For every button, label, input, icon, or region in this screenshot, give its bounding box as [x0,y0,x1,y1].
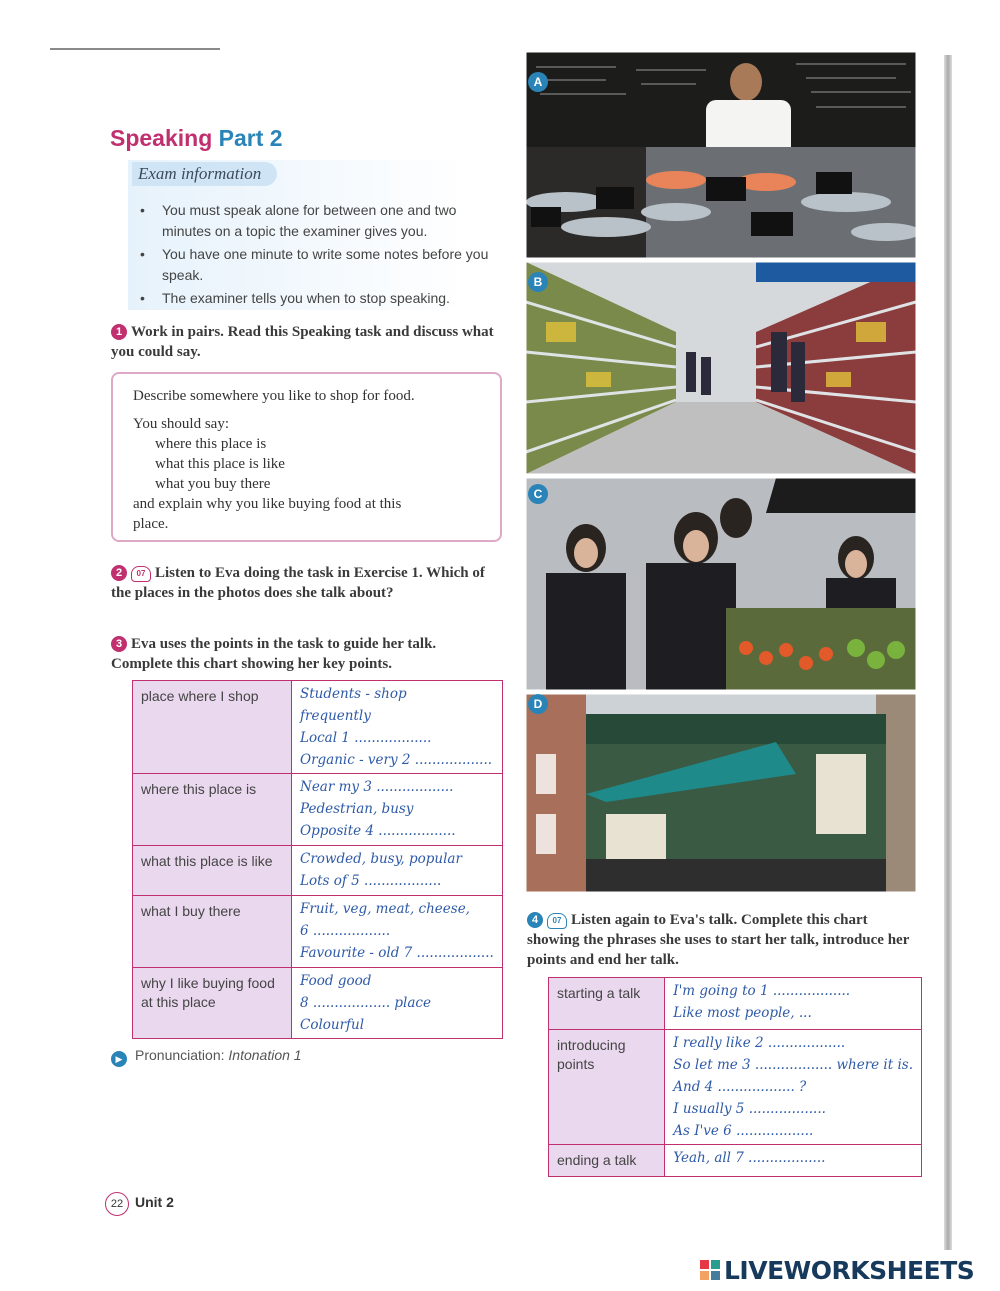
exercise-2 [111,563,501,603]
table-row [133,968,503,1039]
title-part: Part 2 [218,125,283,151]
logo-wordmark: LIVEWORKSHEETS [724,1255,975,1285]
exam-info-list [140,200,500,311]
task-card [111,372,502,542]
photo-fish-market [526,52,916,258]
exercise-1 [111,322,501,362]
street-market-image [526,478,916,690]
answer-blank[interactable]: 8 .................. place [300,995,431,1011]
chart-label: introducing points [549,1030,665,1145]
exercise-1-instructions: Work in pairs. Read this Speaking task and discuss what you could say. [111,324,494,360]
logo-mark-icon [700,1260,720,1280]
answer-blank[interactable]: Lots of 5 .................. [300,873,442,889]
chart-label: what I buy there [133,896,292,968]
exercise-number: 1 [111,324,127,340]
exercise-number: 4 [527,912,543,928]
answer-blank[interactable]: Yeah, all 7 .................. [673,1150,826,1166]
page-footer [105,1192,174,1216]
answer-blank[interactable]: Favourite - old 7 .................. [300,945,494,961]
supermarket-image [526,262,916,474]
photo-label-a: A [528,72,548,92]
photo-label-c: C [528,484,548,504]
audio-track-icon[interactable]: 07 [547,913,567,929]
task-card-line: You should say: [133,416,229,432]
photo-street-market [526,478,916,690]
liveworksheets-logo [700,1255,974,1285]
exercise-3 [111,634,501,674]
chart-label: ending a talk [549,1145,665,1177]
unit-label: Unit 2 [135,1194,174,1210]
answer-blank[interactable]: And 4 .................. ? [673,1079,807,1095]
key-points-chart [132,680,503,1039]
page-edge-shadow [944,55,952,1250]
exam-info-bullet: • You have one minute to write some notes before you speak. [140,246,489,283]
chart-answer-cell: Fruit, veg, meat, cheese, 6 .................. Favourite - old 7 .................. [292,896,503,968]
section-title [110,125,283,152]
chart-label: what this place is like [133,846,292,896]
answer-blank[interactable]: As I've 6 .................. [673,1123,814,1139]
task-card-line: place. [133,516,169,532]
table-row [133,681,503,774]
exercise-3-instructions: Eva uses the points in the task to guide her talk. Complete this chart showing her key points. [111,636,437,672]
answer-blank[interactable]: I'm going to 1 .................. [673,983,851,999]
exercise-2-instructions: Listen to Eva doing the task in Exercise 1. Which of the places in the photos does she talk about? [111,565,485,601]
exam-info-bullet: • The examiner tells you when to stop speaking. [140,290,450,306]
page-number: 22 [105,1192,129,1216]
chart-answer-cell: Food good 8 .................. place Colourful [292,968,503,1039]
task-card-line: what you buy there [155,476,271,492]
pronunciation-link[interactable] [111,1047,302,1067]
answer-blank[interactable]: Local 1 .................. [300,730,432,746]
photo-label-b: B [528,272,548,292]
pronunciation-label: Pronunciation: [135,1047,225,1063]
answer-blank[interactable]: So let me 3 .................. where it is. [673,1057,913,1073]
title-speaking: Speaking [110,125,213,151]
photo-label-d: D [528,694,548,714]
chart-answer-cell: I'm going to 1 .................. Like most people, ... [665,978,922,1030]
table-row [133,846,503,896]
exercise-number: 2 [111,565,127,581]
play-icon: ▶ [111,1051,127,1067]
exam-info-label: Exam information [132,162,277,186]
chart-answer-cell: Crowded, busy, popular Lots of 5 .................. [292,846,503,896]
answer-blank[interactable]: I really like 2 .................. [673,1035,846,1051]
chart-label: where this place is [133,774,292,846]
top-rule [50,48,220,50]
table-row [549,1030,922,1145]
chart-answer-cell [665,1030,922,1145]
pronunciation-topic: Intonation 1 [228,1047,302,1063]
exercise-4 [527,910,922,970]
fish-market-image [526,52,916,258]
task-card-line: and explain why you like buying food at this [133,496,402,512]
table-row [549,1145,922,1177]
task-card-line: what this place is like [155,456,285,472]
table-row [133,774,503,846]
answer-blank[interactable]: Near my 3 .................. [300,779,454,795]
exercise-number: 3 [111,636,127,652]
answer-blank[interactable]: I usually 5 .................. [673,1101,826,1117]
task-card-line: Describe somewhere you like to shop for food. [133,388,415,404]
audio-track-icon[interactable]: 07 [131,566,151,582]
chart-label: why I like buying food at this place [133,968,292,1039]
exercise-4-instructions: Listen again to Eva's talk. Complete this chart showing the phrases she uses to start her talk, introduce her points and end her talk. [527,912,910,968]
table-row [133,896,503,968]
chart-label: starting a talk [549,978,665,1030]
photo-corner-shop [526,694,916,892]
chart-answer-cell [665,1145,922,1177]
chart-label: place where I shop [133,681,292,774]
phrases-chart [548,977,922,1177]
chart-answer-cell: Students - shop frequently Local 1 .................. Organic - very 2 .................. [292,681,503,774]
corner-shop-image [526,694,916,892]
chart-answer-cell: Near my 3 .................. Pedestrian, busy Opposite 4 .................. [292,774,503,846]
answer-blank[interactable]: Opposite 4 .................. [300,823,456,839]
task-card-line: where this place is [155,436,267,452]
exam-info-bullet: • You must speak alone for between one and two minutes on a topic the examiner gives you. [140,202,457,239]
photo-supermarket [526,262,916,474]
answer-blank[interactable]: Organic - very 2 .................. [300,752,493,768]
table-row [549,978,922,1030]
answer-blank[interactable]: 6 .................. [300,923,391,939]
